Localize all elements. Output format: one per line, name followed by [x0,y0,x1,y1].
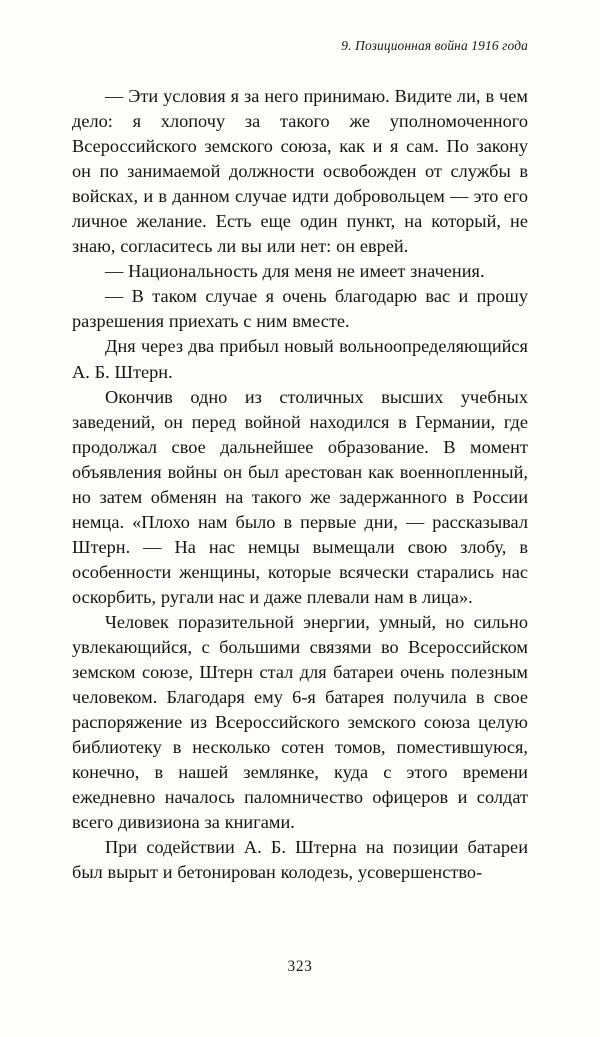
paragraph: — В таком случае я очень благодарю вас и прошу разрешения приехать с ним вместе. [72,286,528,332]
body-text-block [72,84,528,886]
paragraph: При содействии А. Б. Штерна на позиции батареи был вырыт и бетонирован колодезь, усовершенство- [72,837,528,883]
running-head: 9. Позиционная война 1916 года [341,38,528,53]
paragraph: Окончив одно из столичных высших учебных заведений, он перед войной находился в Германии, где продолжал свое дальнейшее образование. В момент объявления войны он был арестован как военнопленный, но затем обменян на такого же задержанного в России немца. «Плохо нам было в первые дни, — рассказывал Штерн. — На нас немцы вымещали свою злобу, в особенности женщины, которые всячески старались нас оскорбить, ругали нас и даже плевали нам в лица». [72,386,528,607]
paragraph: Человек поразительной энергии, умный, но сильно увлекающийся, с большими связями во Всероссийском земском союзе, Штерн стал для батареи очень полезным человеком. Благодаря ему 6-я батарея получила в свое распоряжение из Всероссийского земского союза целую библиотеку в несколько сотен томов, поместившуюся, конечно, в нашей землянке, куда с этого времени ежедневно началось паломничество офицеров и солдат всего дивизиона за книгами. [72,611,528,833]
paragraph: — Эти условия я за него принимаю. Видите ли, в чем дело: я хлопочу за такого же уполномоченного Всероссийского земского союза, как и я сам. По закону он по занимаемой должности освобожден от службы в войсках, и в данном случае идти добровольцем — это его личное желание. Есть еще один пункт, на который, не знаю, согласитесь ли вы или нет: он еврей. [72,86,528,257]
paragraph: Дня через два прибыл новый вольноопределяющийся А. Б. Штерн. [72,336,528,382]
page-number: 323 [287,958,313,975]
paragraph: — Национальность для меня не имеет значения. [105,261,485,282]
